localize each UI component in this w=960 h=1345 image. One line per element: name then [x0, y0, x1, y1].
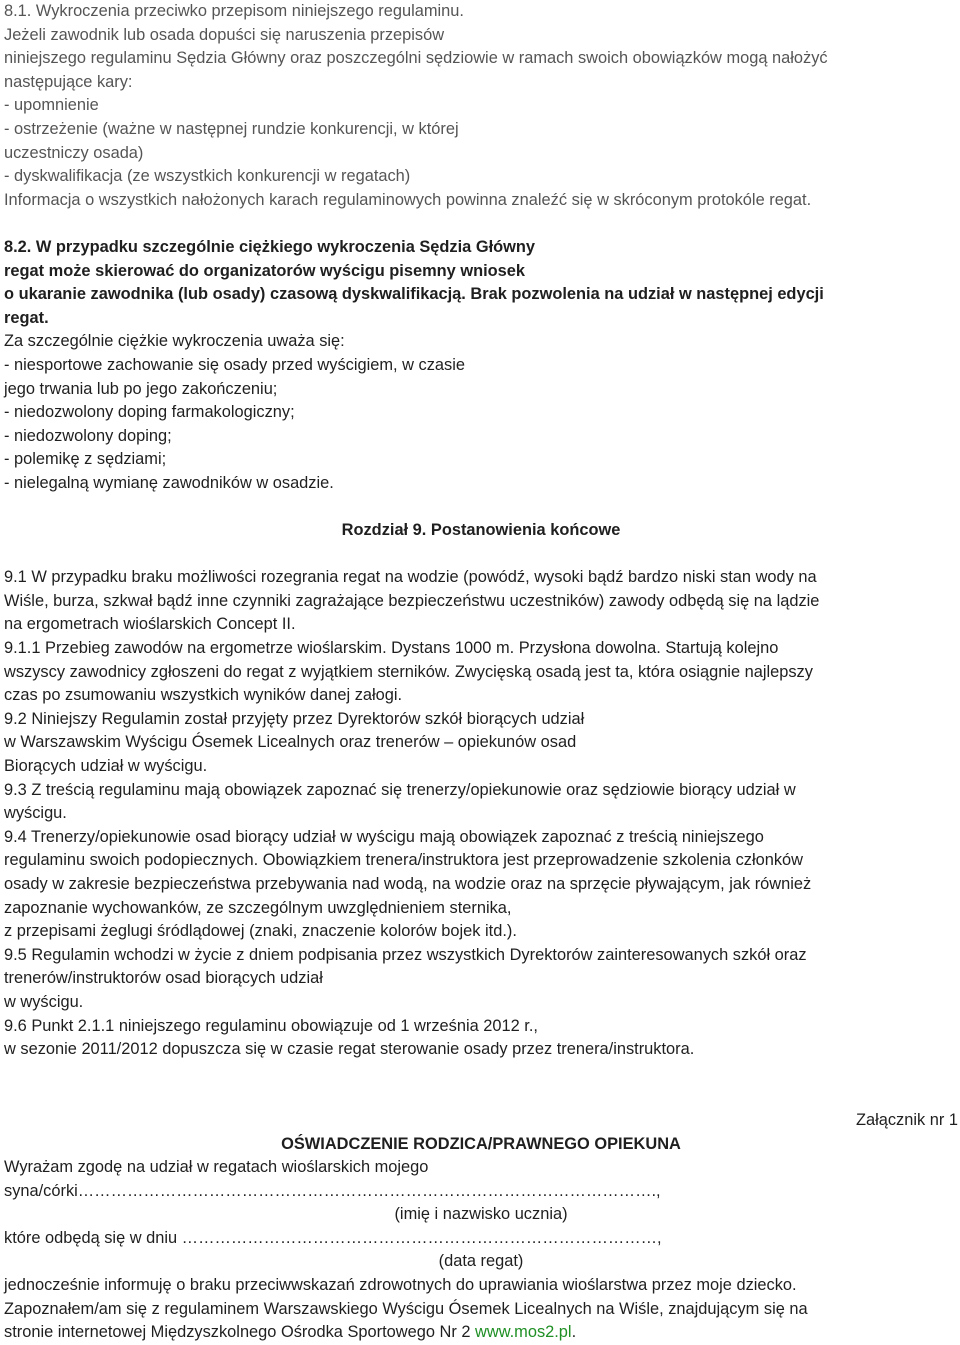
text-line: następujące kary:: [4, 72, 133, 91]
text-line: 9.4 Trenerzy/opiekunowie osad biorący udział w wyścigu mają obowiązek zapoznać z treścią niniejszego: [4, 827, 764, 846]
chapter-title: Rozdział 9. Postanowienia końcowe: [341, 521, 621, 540]
penalty-item: - upomnienie: [4, 96, 99, 115]
text-line: w Warszawskim Wyścigu Ósemek Licealnych oraz trenerów – opiekunów osad: [4, 733, 577, 752]
penalty-item: - dyskwalifikacja (ze wszystkich konkurencji w regatach): [4, 167, 411, 186]
text-line: w sezonie 2011/2012 dopuszcza się w czasie regat sterowanie osady przez trenera/instruktora.: [4, 1040, 695, 1059]
consent-line: Zapoznałem/am się z regulaminem Warszawskiego Wyścigu Ósemek Licealnych na Wiśle, znajdującym się na: [4, 1299, 808, 1318]
student-name-field: syna/córki…………………………………………………………………………………………….,: [4, 1181, 661, 1200]
website-link[interactable]: www.mos2.pl: [475, 1323, 572, 1342]
attachment-label: Załącznik nr 1: [855, 1110, 958, 1129]
link-prefix: stronie internetowej Międzyszkolnego Ośrodka Sportowego Nr 2: [4, 1323, 476, 1342]
text-line: w wyścigu.: [4, 992, 84, 1011]
spacer: [4, 495, 958, 519]
text-line: 9.1.1 Przebieg zawodów na ergometrze wioślarskim. Dystans 1000 m. Przysłona dowolna. Startują kolejno: [4, 639, 779, 658]
spacer: [4, 1085, 958, 1109]
text-line: niniejszego regulaminu Sędzia Główny oraz poszczególni sędziowie w ramach swoich obowiązków mogą nałożyć: [4, 49, 828, 68]
text-line: 9.6 Punkt 2.1.1 niniejszego regulaminu obowiązuje od 1 września 2012 r.,: [4, 1016, 538, 1035]
section-8-2: [4, 236, 958, 496]
text-line: uczestniczy osada): [4, 143, 144, 162]
text-line: 9.1 W przypadku braku możliwości rozegrania regat na wodzie (powódź, wysoki bądź bardzo niski stan wody na: [4, 568, 817, 587]
text-line: z przepisami żeglugi śródlądowej (znaki, znaczenie kolorów bojek itd.).: [4, 922, 517, 941]
field-caption: (imię i nazwisko ucznia): [394, 1205, 568, 1224]
section-heading: 8.1. Wykroczenia przeciwko przepisom niniejszego regulaminu.: [4, 2, 464, 20]
bold-text-line: regat.: [4, 308, 49, 327]
text-line: na ergometrach wioślarskich Concept II.: [4, 615, 296, 634]
text-line: 9.3 Z treścią regulaminu mają obowiązek zapoznać się trenerzy/opiekunowie oraz sędziowie biorący udział w: [4, 780, 796, 799]
bold-text-line: o ukaranie zawodnika (lub osady) czasową dyskwalifikacją. Brak pozwolenia na udział w następnej edycji: [4, 285, 824, 304]
penalty-item: - ostrzeżenie (ważne w następnej rundzie konkurencji, w której: [4, 119, 459, 138]
link-suffix: .: [571, 1323, 577, 1342]
offense-item: - niesportowe zachowanie się osady przed wyścigiem, w czasie: [4, 355, 465, 374]
text-line: wyścigu.: [4, 804, 67, 823]
text-line: wszyscy zawodnicy zgłoszeni do regat z wyjątkiem sterników. Zwycięską osadą jest ta, która osiągnie najlepszy: [4, 662, 813, 681]
consent-line: [4, 1321, 958, 1345]
text-line: trenerów/instruktorów osad biorących udział: [4, 969, 323, 988]
bold-text-line: regat może skierować do organizatorów wyścigu pisemny wniosek: [4, 261, 526, 280]
bold-text-line: 8.2. W przypadku szczególnie ciężkiego wykroczenia Sędzia Główny: [4, 237, 536, 256]
offense-item: - niedozwolony doping farmakologiczny;: [4, 403, 295, 422]
section-8-1: [4, 0, 958, 212]
offense-item: - nielegalną wymianę zawodników w osadzie.: [4, 473, 334, 492]
spacer: [4, 1062, 958, 1086]
consent-line: Wyrażam zgodę na udział w regatach wioślarskich mojego: [4, 1158, 429, 1177]
text-line: jego trwania lub po jego zakończeniu;: [4, 379, 278, 398]
text-line: Informacja o wszystkich nałożonych karach regulaminowych powinna znaleźć się w skróconym protokóle regat.: [4, 190, 812, 209]
text-line: czas po zsumowaniu wszystkich wyników danej załogi.: [4, 686, 403, 705]
spacer: [4, 212, 958, 236]
text-line: 9.2 Niniejszy Regulamin został przyjęty przez Dyrektorów szkół biorących udział: [4, 709, 585, 728]
date-field: które odbędą się w dniu ……………………………………………………………………………,: [4, 1228, 662, 1247]
attachment-title: OŚWIADCZENIE RODZICA/PRAWNEGO OPIEKUNA: [281, 1134, 681, 1153]
text-line: Jeżeli zawodnik lub osada dopuści się naruszenia przepisów: [4, 25, 445, 44]
chapter-9-body: [4, 566, 958, 1061]
attachment-1: [4, 1109, 958, 1345]
text-line: Wiśle, burza, szkwał bądź inne czynniki zagrażające bezpieczeństwu uczestników) zawody odbędą się na lądzie: [4, 591, 820, 610]
text-line: 9.5 Regulamin wchodzi w życie z dniem podpisania przez wszystkich Dyrektorów zainteresowanych szkół oraz: [4, 945, 807, 964]
offense-item: - polemikę z sędziami;: [4, 450, 167, 469]
text-line: Za szczególnie ciężkie wykroczenia uważa się:: [4, 332, 345, 351]
offense-item: - niedozwolony doping;: [4, 426, 172, 445]
text-line: Biorących udział w wyścigu.: [4, 757, 208, 775]
text-line: osady w zakresie bezpieczeństwa przebywania nad wodą, na wodzie oraz na sprzęcie pływającym, jak również: [4, 874, 812, 893]
text-line: zapoznanie wychowanków, ze szczególnym uwzględnieniem sternika,: [4, 898, 512, 917]
field-caption: (data regat): [438, 1252, 524, 1271]
text-line: regulaminu swoich podopiecznych. Obowiązkiem trenera/instruktora jest przeprowadzenie szkolenia członków: [4, 851, 803, 870]
spacer: [4, 543, 958, 567]
document-page: [4, 0, 958, 1345]
consent-line: jednocześnie informuję o braku przeciwwskazań zdrowotnych do uprawiania wioślarstwa przez moje dziecko.: [4, 1276, 797, 1295]
